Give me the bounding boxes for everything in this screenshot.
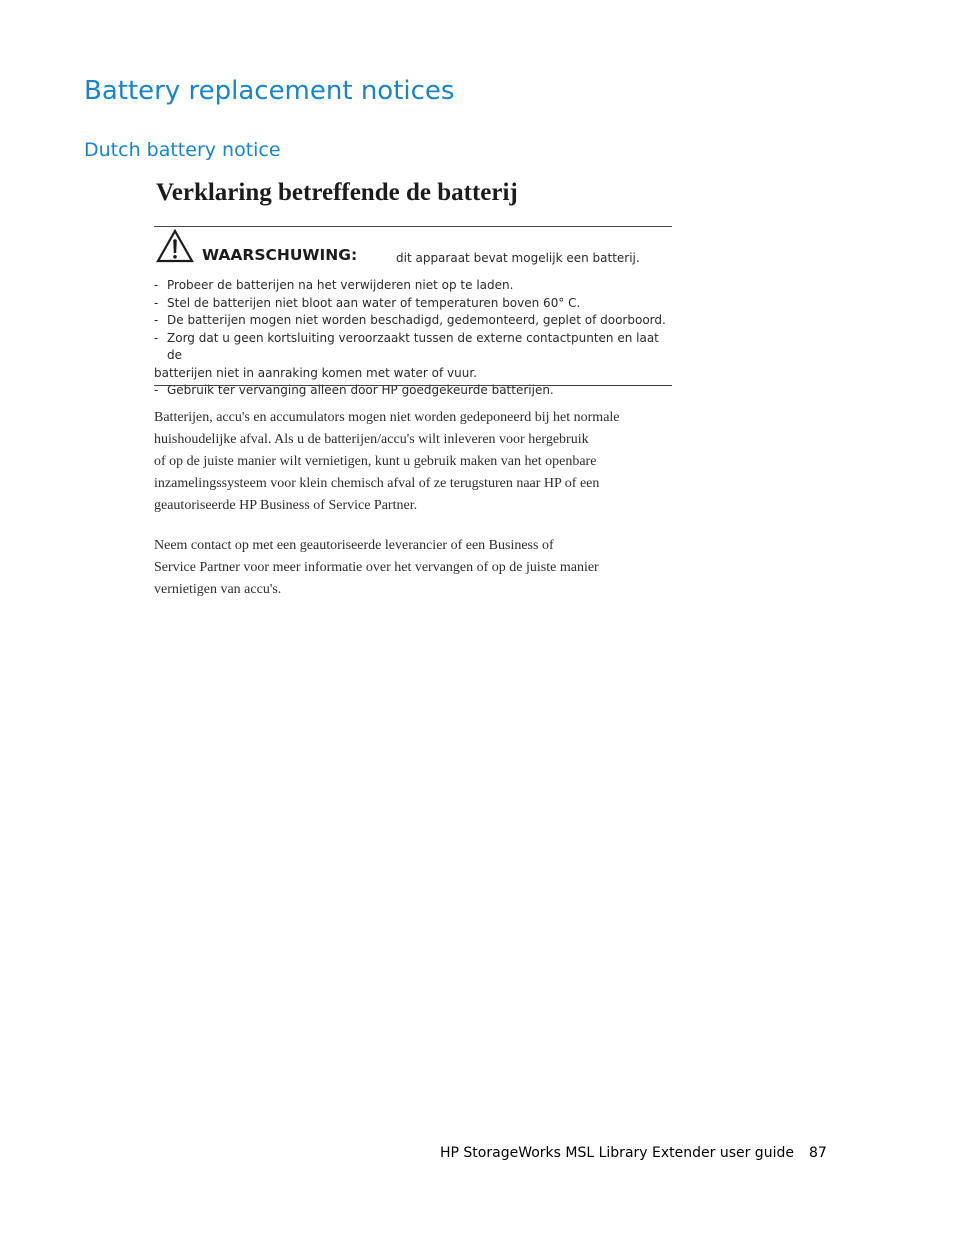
list-bullet: - bbox=[154, 295, 159, 310]
notice-heading: Verklaring betreffende de batterij bbox=[156, 179, 518, 206]
warning-text: dit apparaat bevat mogelijk een batterij. bbox=[396, 251, 640, 265]
paragraph-line: Neem contact op met een geautoriseerde leverancier of een Business of bbox=[154, 538, 554, 553]
paragraph-line: huishoudelijke afval. Als u de batterijen/accu's wilt inleveren voor hergebruik bbox=[154, 432, 589, 447]
contact-paragraph bbox=[154, 535, 674, 601]
page-title: Battery replacement notices bbox=[84, 76, 455, 106]
list-bullet: - bbox=[154, 383, 159, 397]
paragraph-line: inzamelingssysteem voor klein chemisch afval of ze terugsturen naar HP of een bbox=[154, 476, 600, 491]
list-item-text-continued: batterijen niet in aanraking komen met water of vuur. bbox=[154, 365, 477, 380]
list-bullet: - bbox=[154, 330, 159, 345]
paragraph-line: of op de juiste manier wilt vernietigen, kunt u gebruik maken van het openbare bbox=[154, 454, 597, 469]
paragraph-line: geautoriseerde HP Business of Service Partner. bbox=[154, 498, 418, 513]
footer-guide-title: HP StorageWorks MSL Library Extender user guide bbox=[440, 1145, 794, 1161]
dutch-battery-notice-image bbox=[152, 176, 676, 606]
warning-box-top-rule bbox=[154, 226, 672, 227]
warning-list bbox=[154, 277, 670, 400]
paragraph-line: Service Partner voor meer informatie over het vervangen of op de juiste manier bbox=[154, 560, 599, 575]
list-item bbox=[154, 312, 670, 330]
list-item-text: Gebruik ter vervanging alleen door HP goedgekeurde batterijen. bbox=[167, 383, 554, 397]
list-bullet: - bbox=[154, 313, 159, 327]
paragraph-line: Batterijen, accu's en accumulators mogen niet worden gedeponeerd bij het normale bbox=[154, 410, 620, 425]
list-item-text: Stel de batterijen niet bloot aan water of temperaturen boven 60° C. bbox=[167, 295, 581, 310]
disposal-paragraph bbox=[154, 407, 674, 517]
list-bullet: - bbox=[154, 278, 159, 292]
list-item-text: Probeer de batterijen na het verwijderen niet op te laden. bbox=[167, 278, 514, 292]
list-item bbox=[154, 295, 670, 313]
list-item bbox=[154, 277, 670, 295]
page-number: 87 bbox=[809, 1145, 827, 1161]
list-item bbox=[154, 330, 670, 383]
warning-triangle-icon bbox=[155, 228, 195, 264]
warning-box-bottom-rule bbox=[154, 385, 672, 386]
list-item-text: Zorg dat u geen kortsluiting veroorzaakt tussen de externe contactpunten en laat de bbox=[167, 330, 659, 362]
section-title: Dutch battery notice bbox=[84, 139, 281, 161]
warning-label: WAARSCHUWING: bbox=[202, 246, 358, 264]
paragraph-line: vernietigen van accu's. bbox=[154, 582, 282, 597]
list-item-text: De batterijen mogen niet worden beschadigd, gedemonteerd, geplet of doorboord. bbox=[167, 313, 666, 327]
